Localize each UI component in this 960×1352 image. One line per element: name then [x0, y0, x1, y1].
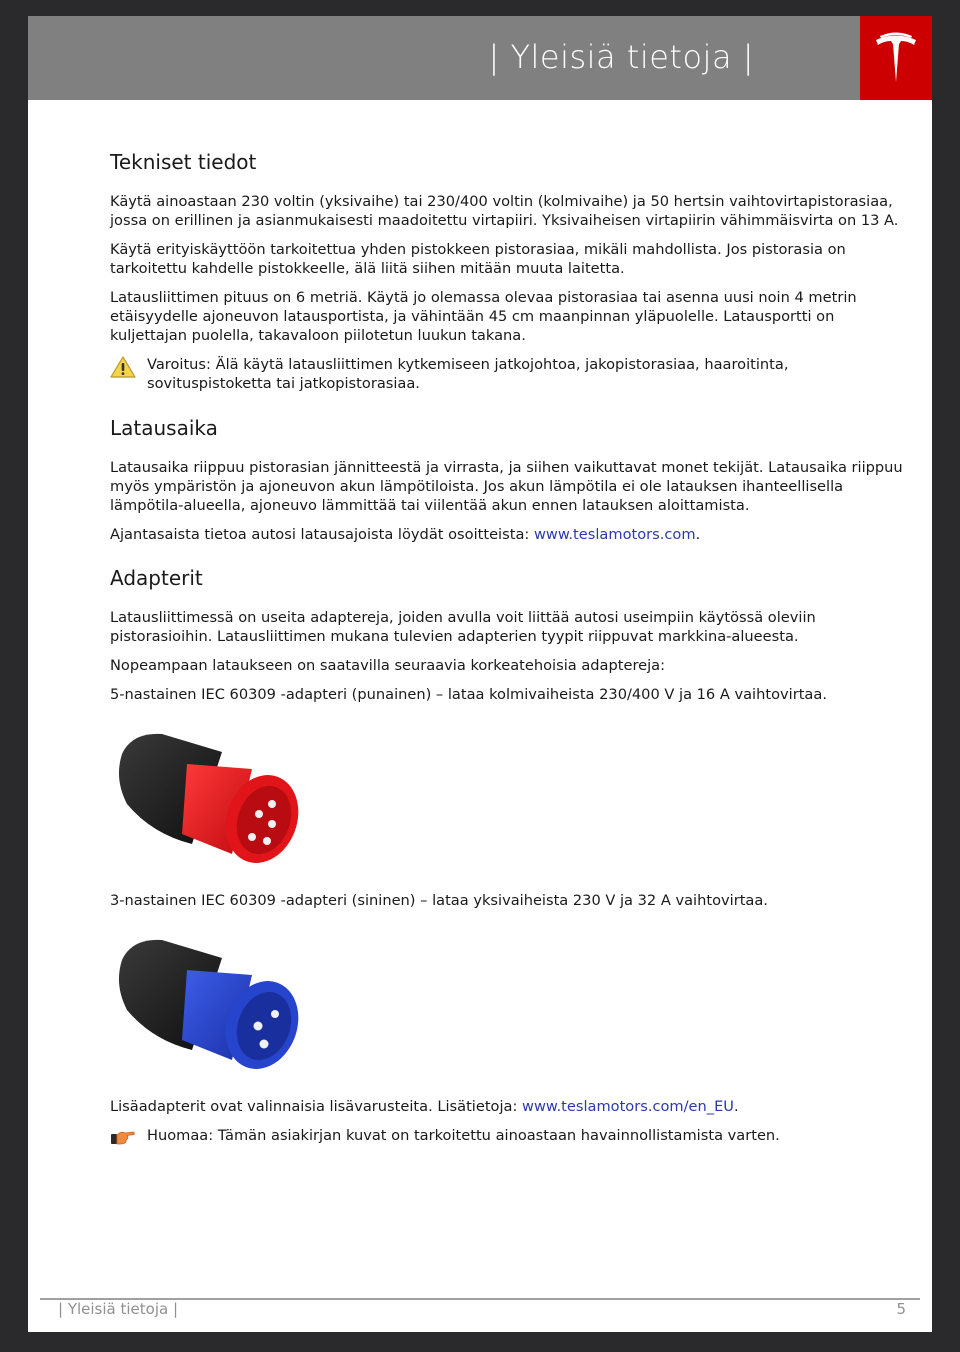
warning-text: Varoitus: Älä käytä latausliittimen kytkemiseen jatkojohtoa, jakopistorasiaa, haaroitinta, sovituspistoketta tai jatkopistorasiaa. [147, 356, 789, 393]
warning-icon [110, 355, 147, 383]
tesla-logo [860, 16, 932, 100]
adapters-paragraph-2: Nopeampaan lataukseen on saatavilla seuraavia korkeatehoisia adaptereja: [110, 657, 666, 675]
page-number: 5 [896, 1300, 906, 1318]
red-adapter-text: 5-nastainen IEC 60309 -adapteri (punainen) – lataa kolmivaiheista 230/400 V ja 16 A vaihtovirtaa. [110, 685, 827, 703]
teslamotors-eu-link[interactable]: www.teslamotors.com/en_EU [522, 1097, 734, 1115]
document-page [28, 16, 932, 1332]
charging-time-paragraph-1: Latausaika riippuu pistorasian jännitteestä ja virrasta, ja siihen vaikuttavat monet tekijät. Latausaika riippuu myös ympäristön ja ajoneuvon akun lämpötiloista. Jos akun lämpötila ei ole latauksen ihanteellisella lämpötila-alueella, ajoneuvo lämmittää tai viilentää akun ennen latauksen aloittamista. [110, 458, 903, 515]
tesla-t-icon [874, 32, 918, 84]
pointing-hand-icon [110, 1126, 147, 1152]
note-text: Huomaa: Tämän asiakirjan kuvat on tarkoitettu ainoastaan havainnollistamista varten. [147, 1126, 780, 1144]
adapters-paragraph-3 [110, 1097, 910, 1116]
tech-paragraph-3: Latausliittimen pituus on 6 metriä. Käytä jo olemassa olevaa pistorasiaa tai asenna uusi noin 4 metrin etäisyydelle ajoneuvon latausportista, ja vähintään 45 cm maanpinnan yläpuolelle. Latausportti on kuljettajan puolella, takavaloon piilotetun luukun takana. [110, 289, 857, 345]
adapters-paragraph-1: Latausliittimessä on useita adaptereja, joiden avulla voit liittää autosi useimpiin käytössä oleviin pistorasioihin. Latausliittimen mukana tulevien adapterien tyypit riippuvat markkina-alueesta. [110, 609, 816, 646]
footer-section-title: | Yleisiä tietoja | [58, 1300, 179, 1318]
tech-paragraph-2: Käytä erityiskäyttöön tarkoitettua yhden pistokkeen pistorasiaa, mikäli mahdollista. Jos pistorasia on tarkoitettu kahdelle pistokkeelle, älä liitä siihen mitään muuta laitetta. [110, 241, 846, 278]
red-adapter-image [112, 724, 302, 874]
charging-time-paragraph-2 [110, 525, 910, 544]
header-title: | Yleisiä tietoja | [488, 38, 754, 76]
accessories-text: Lisäadapterit ovat valinnaisia lisävarusteita. Lisätietoja: [110, 1097, 523, 1115]
section-tech [110, 150, 910, 394]
heading-adapters: Adapterit [110, 566, 203, 591]
period: . [695, 525, 701, 543]
charging-time-text: Ajantasaista tietoa autosi latausajoista löydät osoitteista: [110, 525, 534, 543]
section-charging-time [110, 416, 910, 544]
header-band [28, 16, 860, 100]
heading-tech: Tekniset tiedot [110, 150, 257, 174]
blue-adapter-text: 3-nastainen IEC 60309 -adapteri (sininen) – lataa yksivaiheista 230 V ja 32 A vaihtovirtaa. [110, 891, 768, 909]
heading-charging-time: Latausaika [110, 415, 218, 440]
tech-paragraph-1: Käytä ainoastaan 230 voltin (yksivaihe) tai 230/400 voltin (kolmivaihe) ja 50 hertsin vaihtovirtapistorasiaa, jossa on erillinen ja asianmukaisesti maadoitettu virtapiiri. Yksivaiheisen virtapiirin vähimmäisvirta on 13 A. [110, 193, 899, 230]
period: . [734, 1097, 739, 1115]
content [110, 150, 910, 1168]
warning-note [110, 355, 910, 393]
info-note [110, 1126, 910, 1152]
teslamotors-link[interactable]: www.teslamotors.com [533, 525, 696, 543]
blue-adapter-image [112, 930, 302, 1080]
section-adapters [110, 566, 910, 1152]
